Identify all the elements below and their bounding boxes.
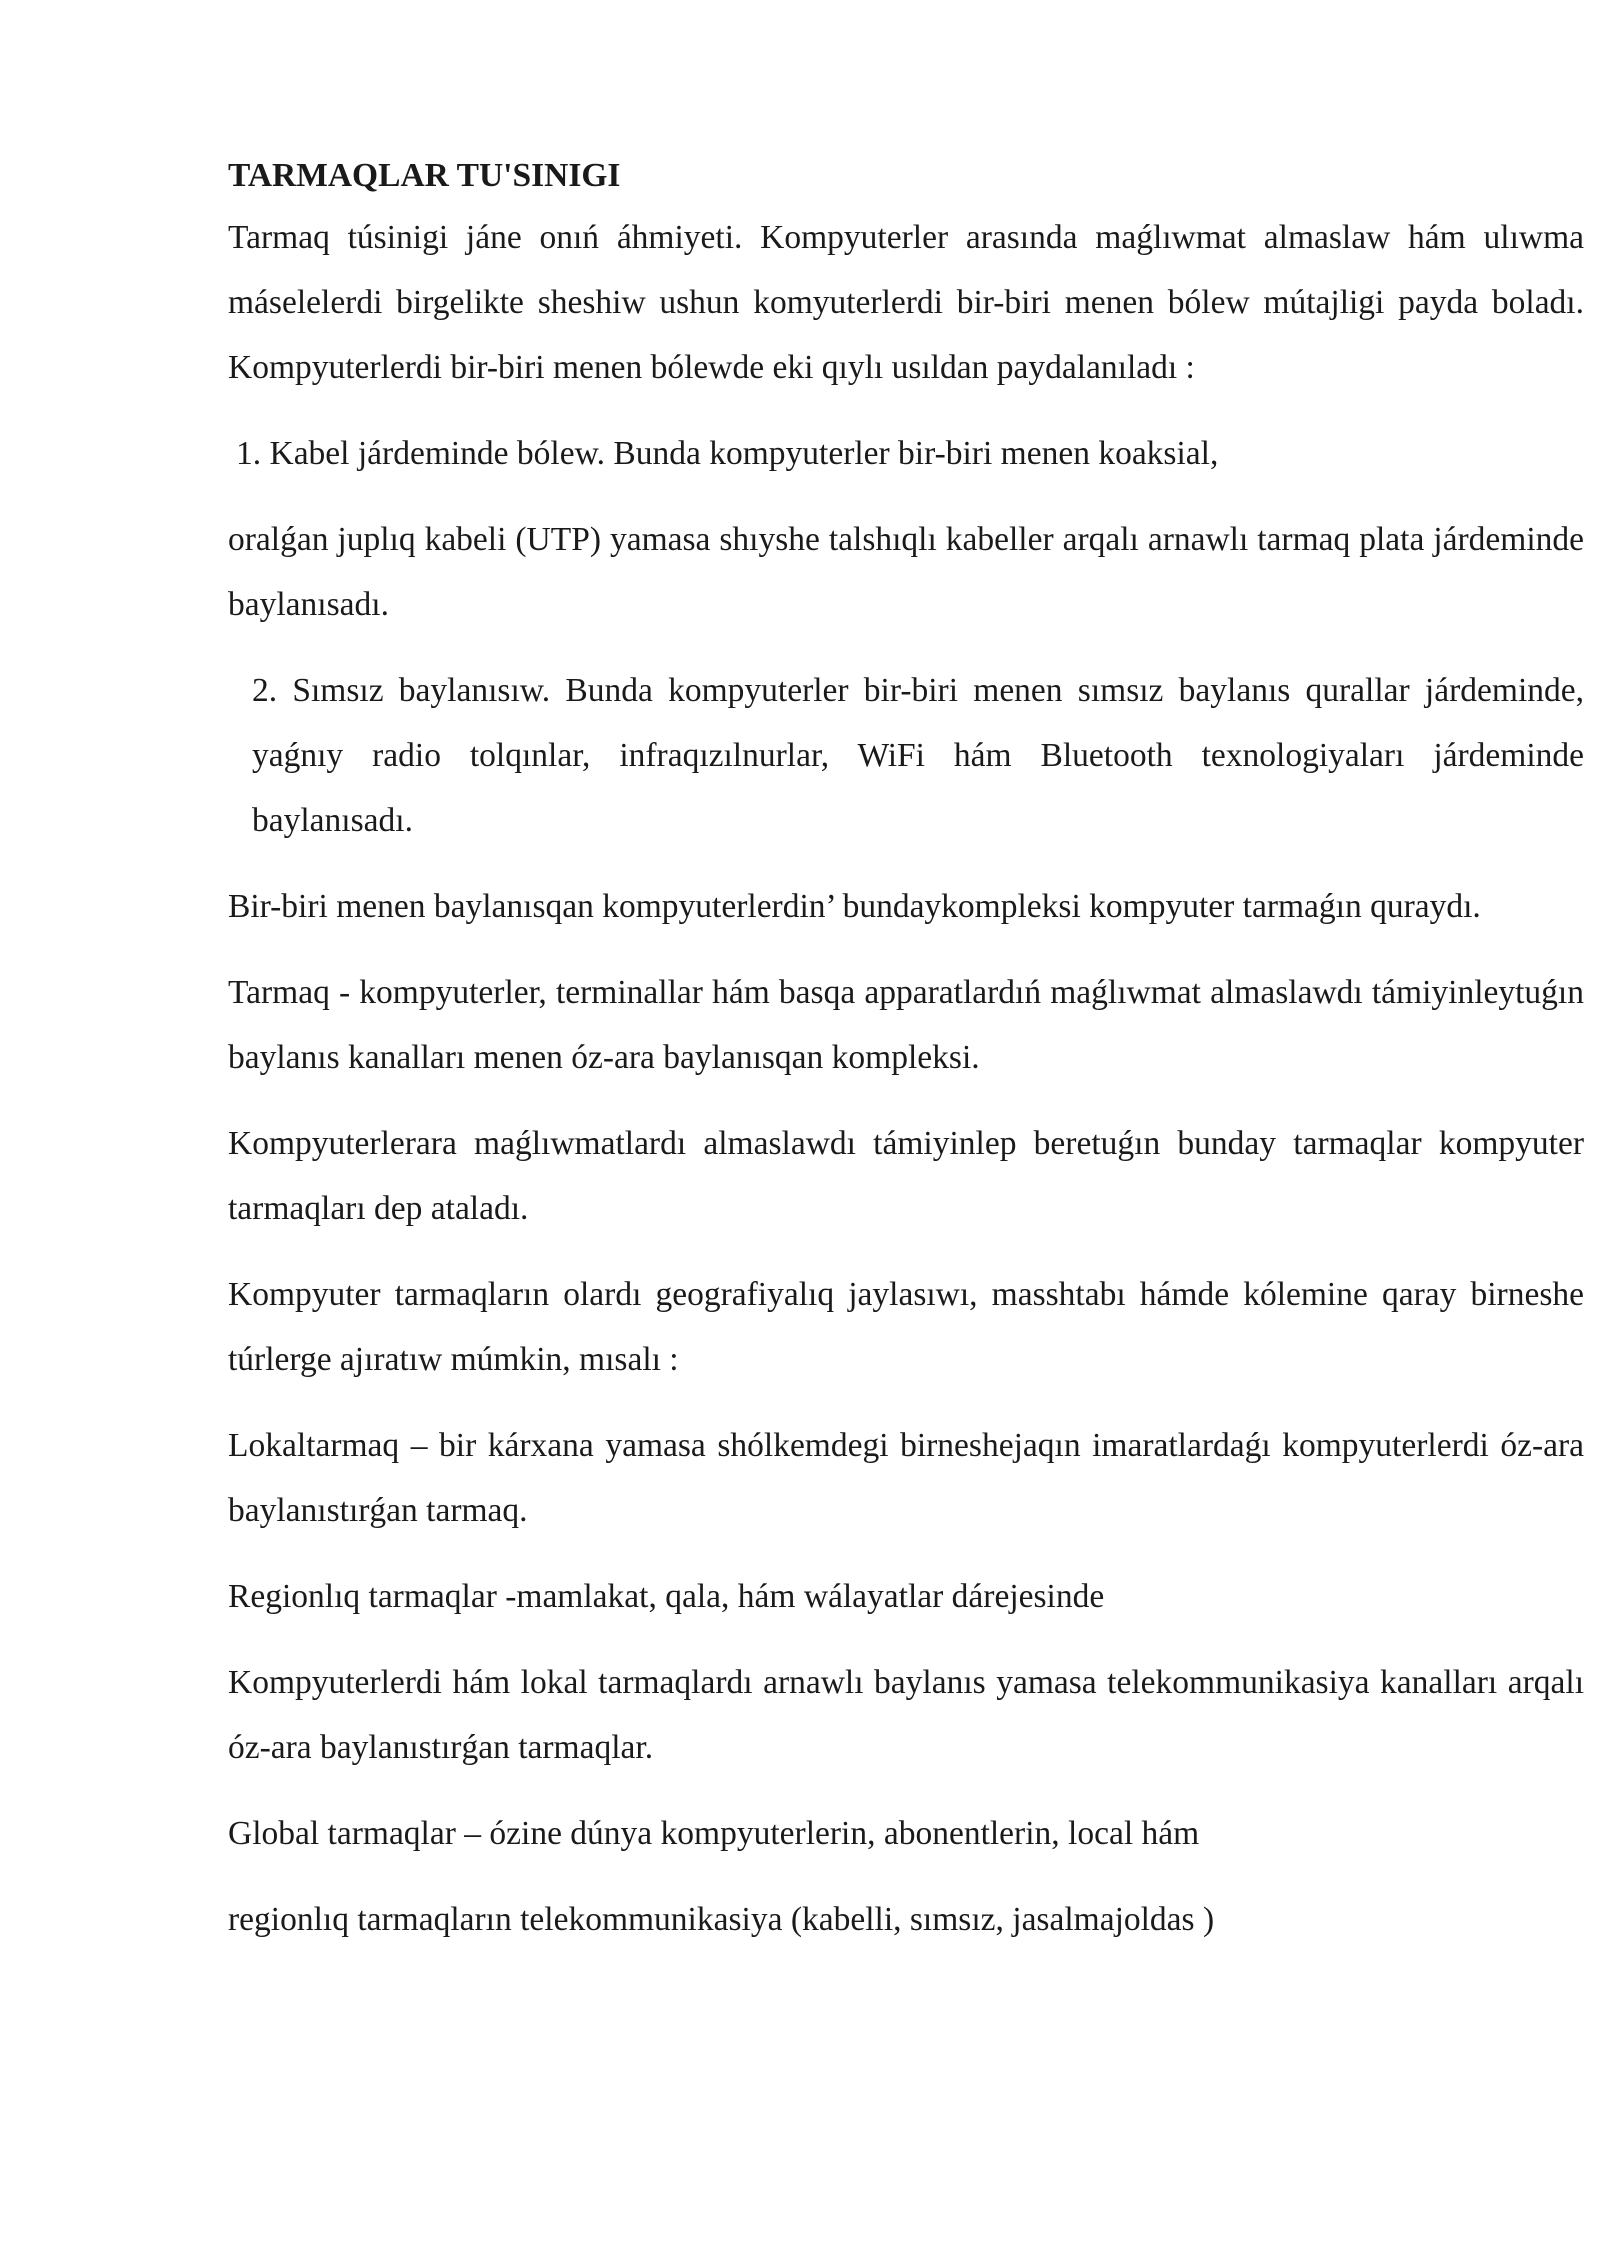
paragraph-cable-continuation: oralǵan juplıq kabeli (UTP) yamasa shıyshe talshıqlı kabeller arqalı arnawlı tarmaq plata járdeminde baylanısadı. xyxy=(228,521,1584,623)
paragraph-global-network: Global tarmaqlar – ózine dúnya kompyuterlerin, abonentlerin, local hám xyxy=(228,1815,1200,1852)
paragraph-local-network: Lokaltarmaq – bir kárxana yamasa shólkemdegi birneshejaqın imaratlardaǵı kompyuterlerdi óz-ara baylanıstırǵan tarmaq. xyxy=(228,1427,1584,1529)
paragraph-list-item-2: 2. Sımsız baylanısıw. Bunda kompyuterler bir-biri menen sımsız baylanıs qurallar járdeminde, yaǵnıy radio tolqınlar, infraqızılnurlar, WiFi hám Bluetooth texnologiyaları járdeminde baylanısadı. xyxy=(252,672,1584,839)
paragraph-network-types: Kompyuter tarmaqların olardı geografiyalıq jaylasıwı, masshtabı hámde kólemine qaray birneshe túrlerge ajıratıw múmkin, mısalı : xyxy=(228,1276,1584,1378)
document-title: TARMAQLAR TU'SINIGI xyxy=(228,157,621,194)
paragraph-global-continuation: regionlıq tarmaqların telekommunikasiya (kabelli, sımsız, jasalmajoldas ) xyxy=(228,1901,1215,1938)
paragraph-regional-definition: Kompyuterlerdi hám lokal tarmaqlardı arnawlı baylanıs yamasa telekommunikasiya kanalları arqalı óz-ara baylanıstırǵan tarmaqlar. xyxy=(228,1664,1584,1766)
paragraph-intro: Tarmaq túsinigi jáne onıń áhmiyeti. Kompyuterler arasında maǵlıwmat almaslaw hám ulıwma máselelerdi birgelikte sheshiw ushun komyuterlerdi bir-biri menen bólew mútajligi payda boladı. Kompyuterlerdi bir-biri menen bólewde eki qıylı usıldan paydalanıladı : xyxy=(228,219,1584,386)
paragraph-regional-network: Regionlıq tarmaqlar -mamlakat, qala, hám wálayatlar dárejesinde xyxy=(228,1578,1105,1615)
paragraph-network-complex: Bir-biri menen baylanısqan kompyuterlerdin’ bundaykompleksi kompyuter tarmaǵın quraydı. xyxy=(228,888,1481,925)
paragraph-network-definition: Tarmaq - kompyuterler, terminallar hám basqa apparatlardıń maǵlıwmat almaslawdı támiyinleytuǵın baylanıs kanalları menen óz-ara baylanısqan kompleksi. xyxy=(228,974,1584,1076)
paragraph-list-item-1: 1. Kabel járdeminde bólew. Bunda kompyuterler bir-biri menen koaksial, xyxy=(236,435,1219,472)
paragraph-computer-networks: Kompyuterlerara maǵlıwmatlardı almaslawdı támiyinlep beretuǵın bunday tarmaqlar kompyuter tarmaqları dep ataladı. xyxy=(228,1125,1584,1227)
document-body xyxy=(228,148,1584,1973)
